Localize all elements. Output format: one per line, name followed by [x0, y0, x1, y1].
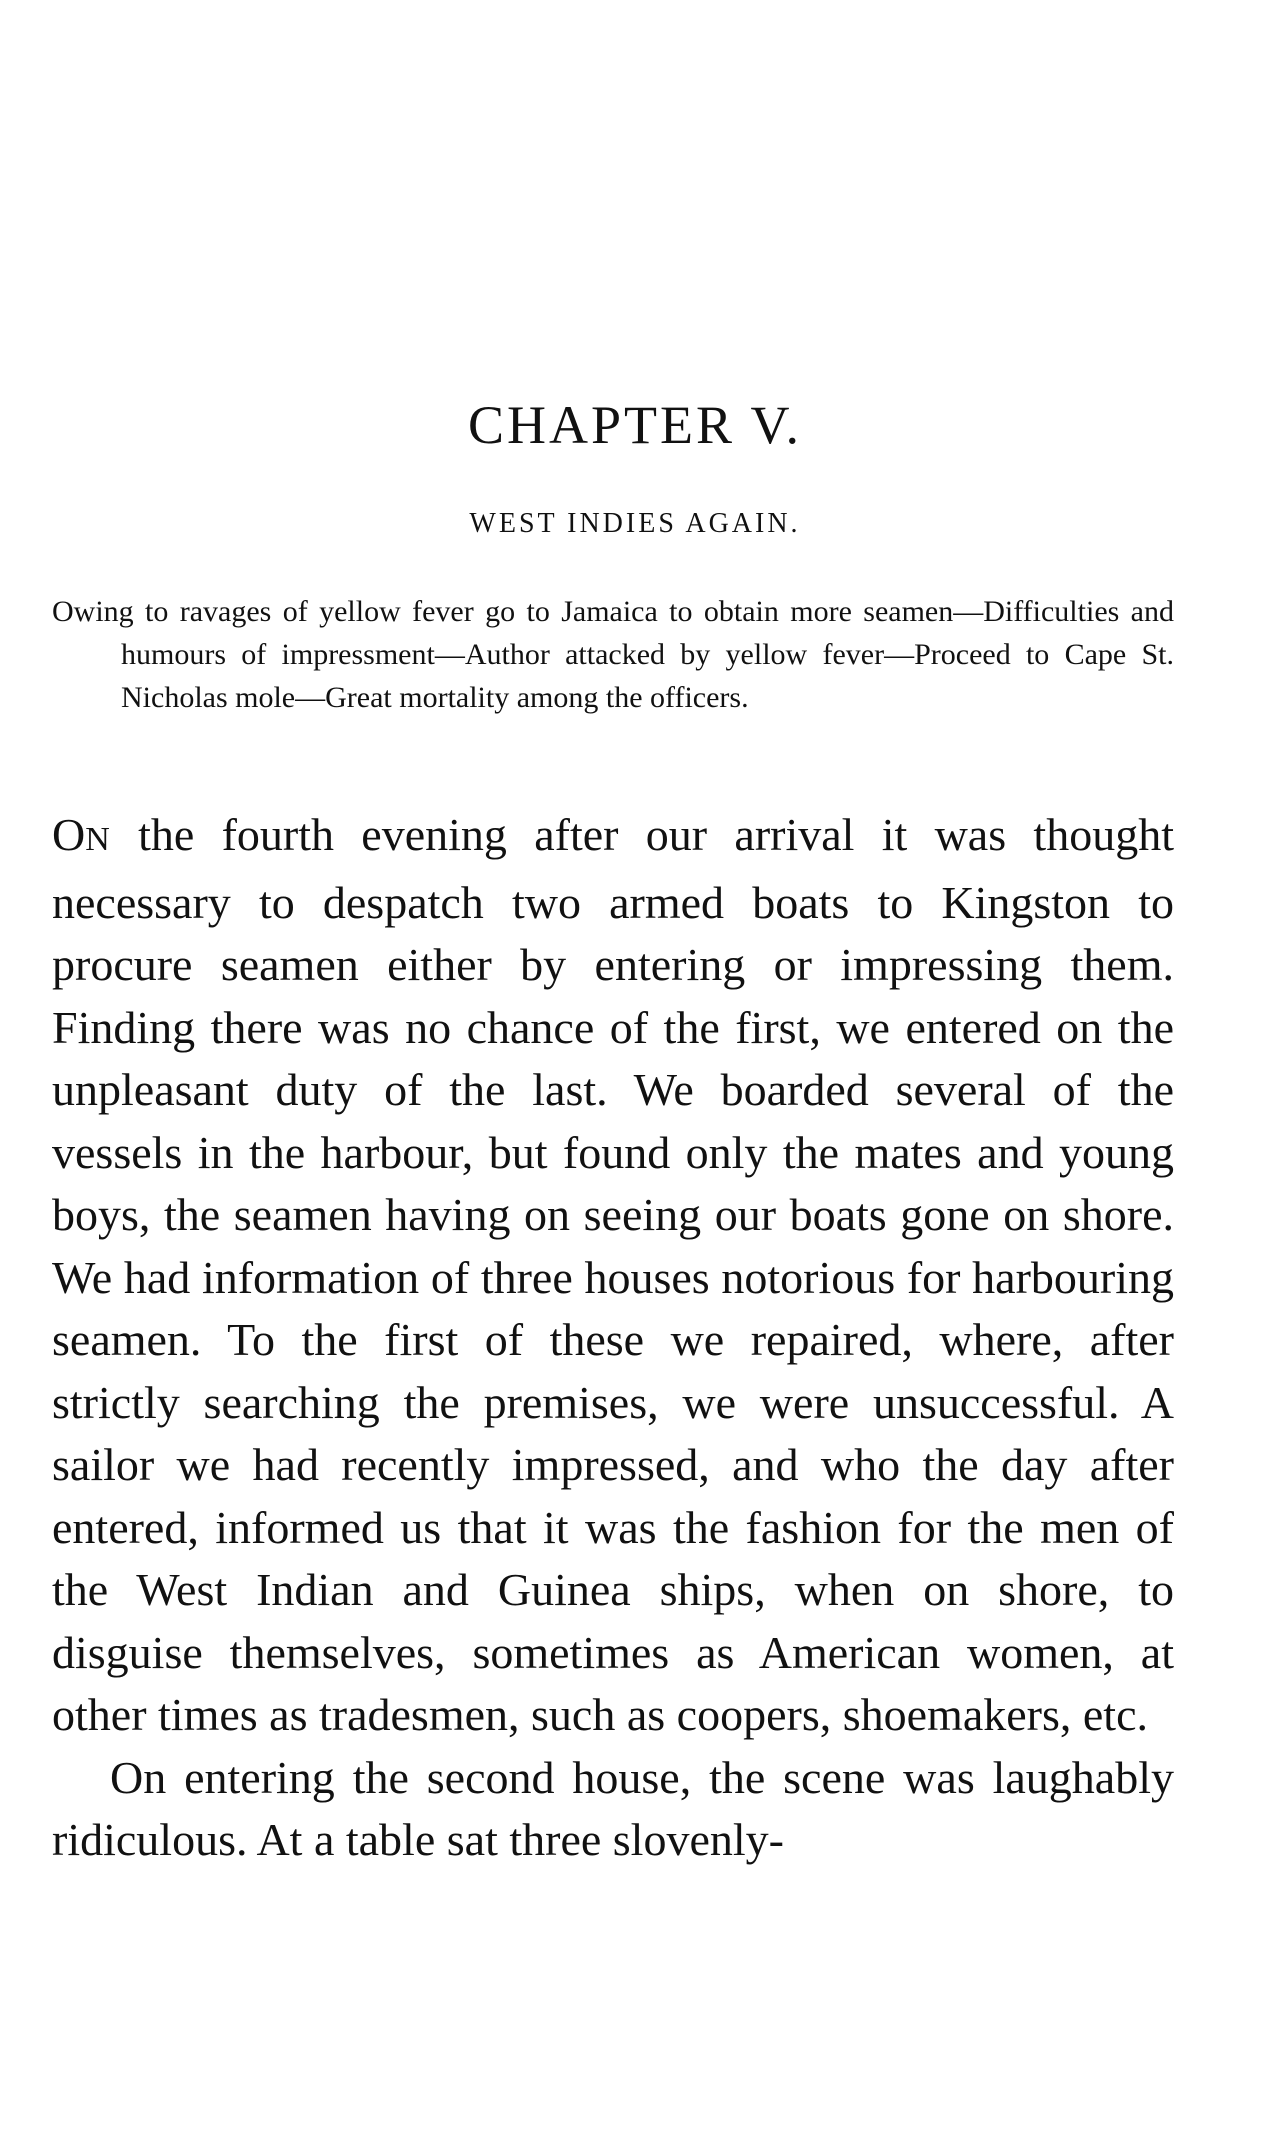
paragraph-2: On entering the second house, the scene was laughably ridiculous. At a table sat three slovenly-	[52, 1751, 1174, 1865]
paragraph-1	[52, 804, 1174, 1747]
lead-capital: O	[52, 809, 86, 860]
paragraph-1-text: the fourth evening after our arrival it was thought necessary to despatch two armed boats to Kingston to procure seamen either by entering or impressing them. Finding there was no chance of the first, we entered on the unpleasant duty of the last. We boarded several of the vessels in the harbour, but found only the mates and young boys, the seamen having on seeing our boats gone on shore. We had information of three houses notorious for harbouring seamen. To the first of these we repaired, where, after strictly searching the premises, we were unsuccessful. A sailor we had recently impressed, and who the day after entered, informed us that it was the fashion for the men of the West Indian and Guinea ships, when on shore, to disguise themselves, sometimes as American women, at other times as tradesmen, such as coopers, shoemakers, etc.	[52, 809, 1174, 1740]
body-text	[52, 804, 1174, 1872]
chapter-title: CHAPTER V.	[467, 395, 803, 455]
chapter-summary: Owing to ravages of yellow fever go to Jamaica to obtain more seamen—Difficulties and humours of impressment—Author attacked by yellow fever—Proceed to Cape St. Nicholas mole—Great mortality among the officers.	[52, 595, 1174, 714]
lead-small-caps: N	[85, 821, 111, 858]
chapter-subtitle: WEST INDIES AGAIN.	[469, 508, 801, 539]
